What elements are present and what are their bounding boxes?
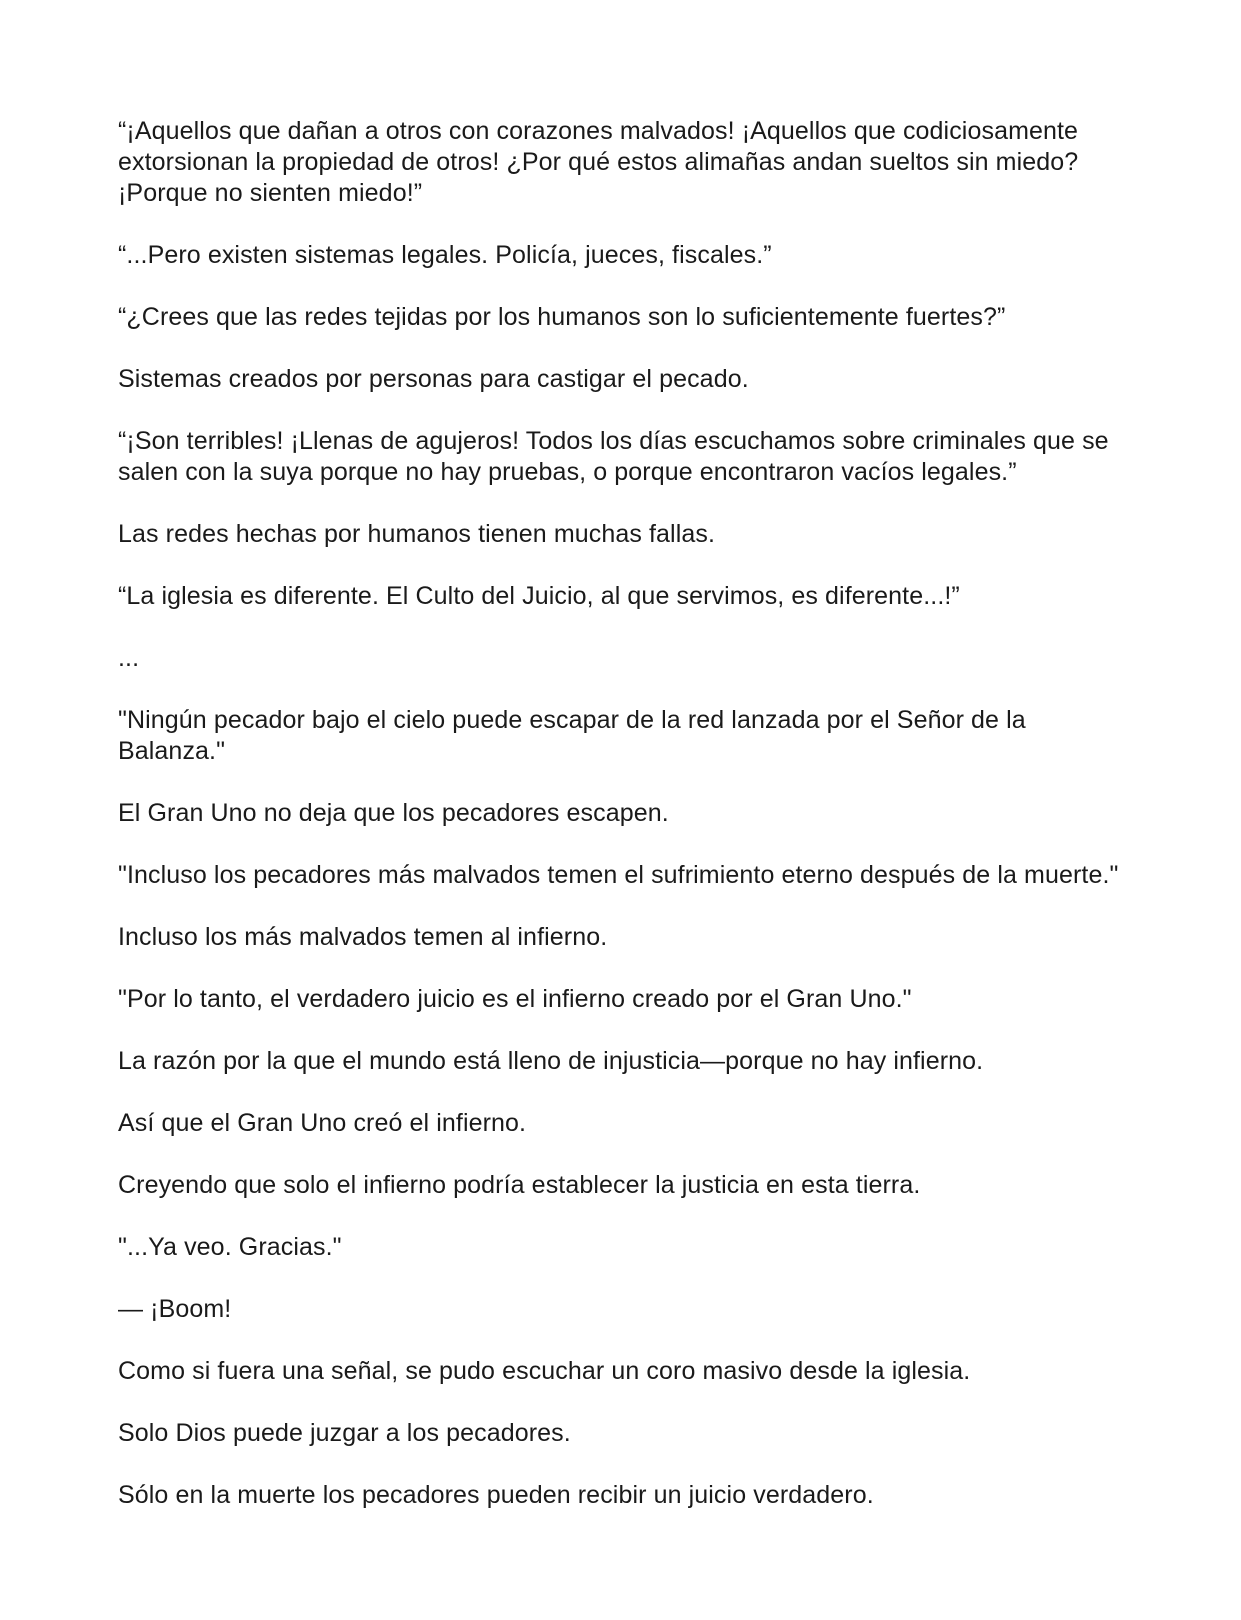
paragraph: “¿Crees que las redes tejidas por los humanos son lo suficientemente fuertes?” bbox=[118, 303, 1006, 331]
paragraph: “La iglesia es diferente. El Culto del Juicio, al que servimos, es diferente...!” bbox=[118, 582, 960, 610]
paragraph: Así que el Gran Uno creó el infierno. bbox=[118, 1109, 527, 1137]
document-body bbox=[118, 116, 1128, 1511]
paragraph: La razón por la que el mundo está lleno de injusticia—porque no hay infierno. bbox=[118, 1047, 984, 1075]
paragraph: Creyendo que solo el infierno podría establecer la justicia en esta tierra. bbox=[118, 1171, 921, 1199]
paragraph: “¡Son terribles! ¡Llenas de agujeros! Todos los días escuchamos sobre criminales que se salen con la suya porque no hay pruebas, o porque encontraron vacíos legales.” bbox=[118, 427, 1109, 486]
scene-break: ... bbox=[118, 644, 140, 672]
paragraph: Como si fuera una señal, se pudo escuchar un coro masivo desde la iglesia. bbox=[118, 1357, 971, 1385]
paragraph: “...Pero existen sistemas legales. Policía, jueces, fiscales.” bbox=[118, 241, 772, 269]
paragraph: "Incluso los pecadores más malvados temen el sufrimiento eterno después de la muerte." bbox=[118, 861, 1119, 889]
paragraph: "Por lo tanto, el verdadero juicio es el infierno creado por el Gran Uno." bbox=[118, 985, 912, 1013]
paragraph: Sistemas creados por personas para castigar el pecado. bbox=[118, 365, 749, 393]
paragraph: Solo Dios puede juzgar a los pecadores. bbox=[118, 1419, 571, 1447]
paragraph: Sólo en la muerte los pecadores pueden recibir un juicio verdadero. bbox=[118, 1481, 874, 1509]
paragraph: Incluso los más malvados temen al infierno. bbox=[118, 923, 608, 951]
paragraph: "Ningún pecador bajo el cielo puede escapar de la red lanzada por el Señor de la Balanza." bbox=[118, 706, 1026, 765]
paragraph: “¡Aquellos que dañan a otros con corazones malvados! ¡Aquellos que codiciosamente extorsionan la propiedad de otros! ¿Por qué estos alimañas andan sueltos sin miedo? ¡Porque no sienten miedo!” bbox=[118, 117, 1079, 207]
paragraph: El Gran Uno no deja que los pecadores escapen. bbox=[118, 799, 669, 827]
paragraph: — ¡Boom! bbox=[118, 1295, 232, 1323]
paragraph: "...Ya veo. Gracias." bbox=[118, 1233, 342, 1261]
paragraph: Las redes hechas por humanos tienen muchas fallas. bbox=[118, 520, 716, 548]
